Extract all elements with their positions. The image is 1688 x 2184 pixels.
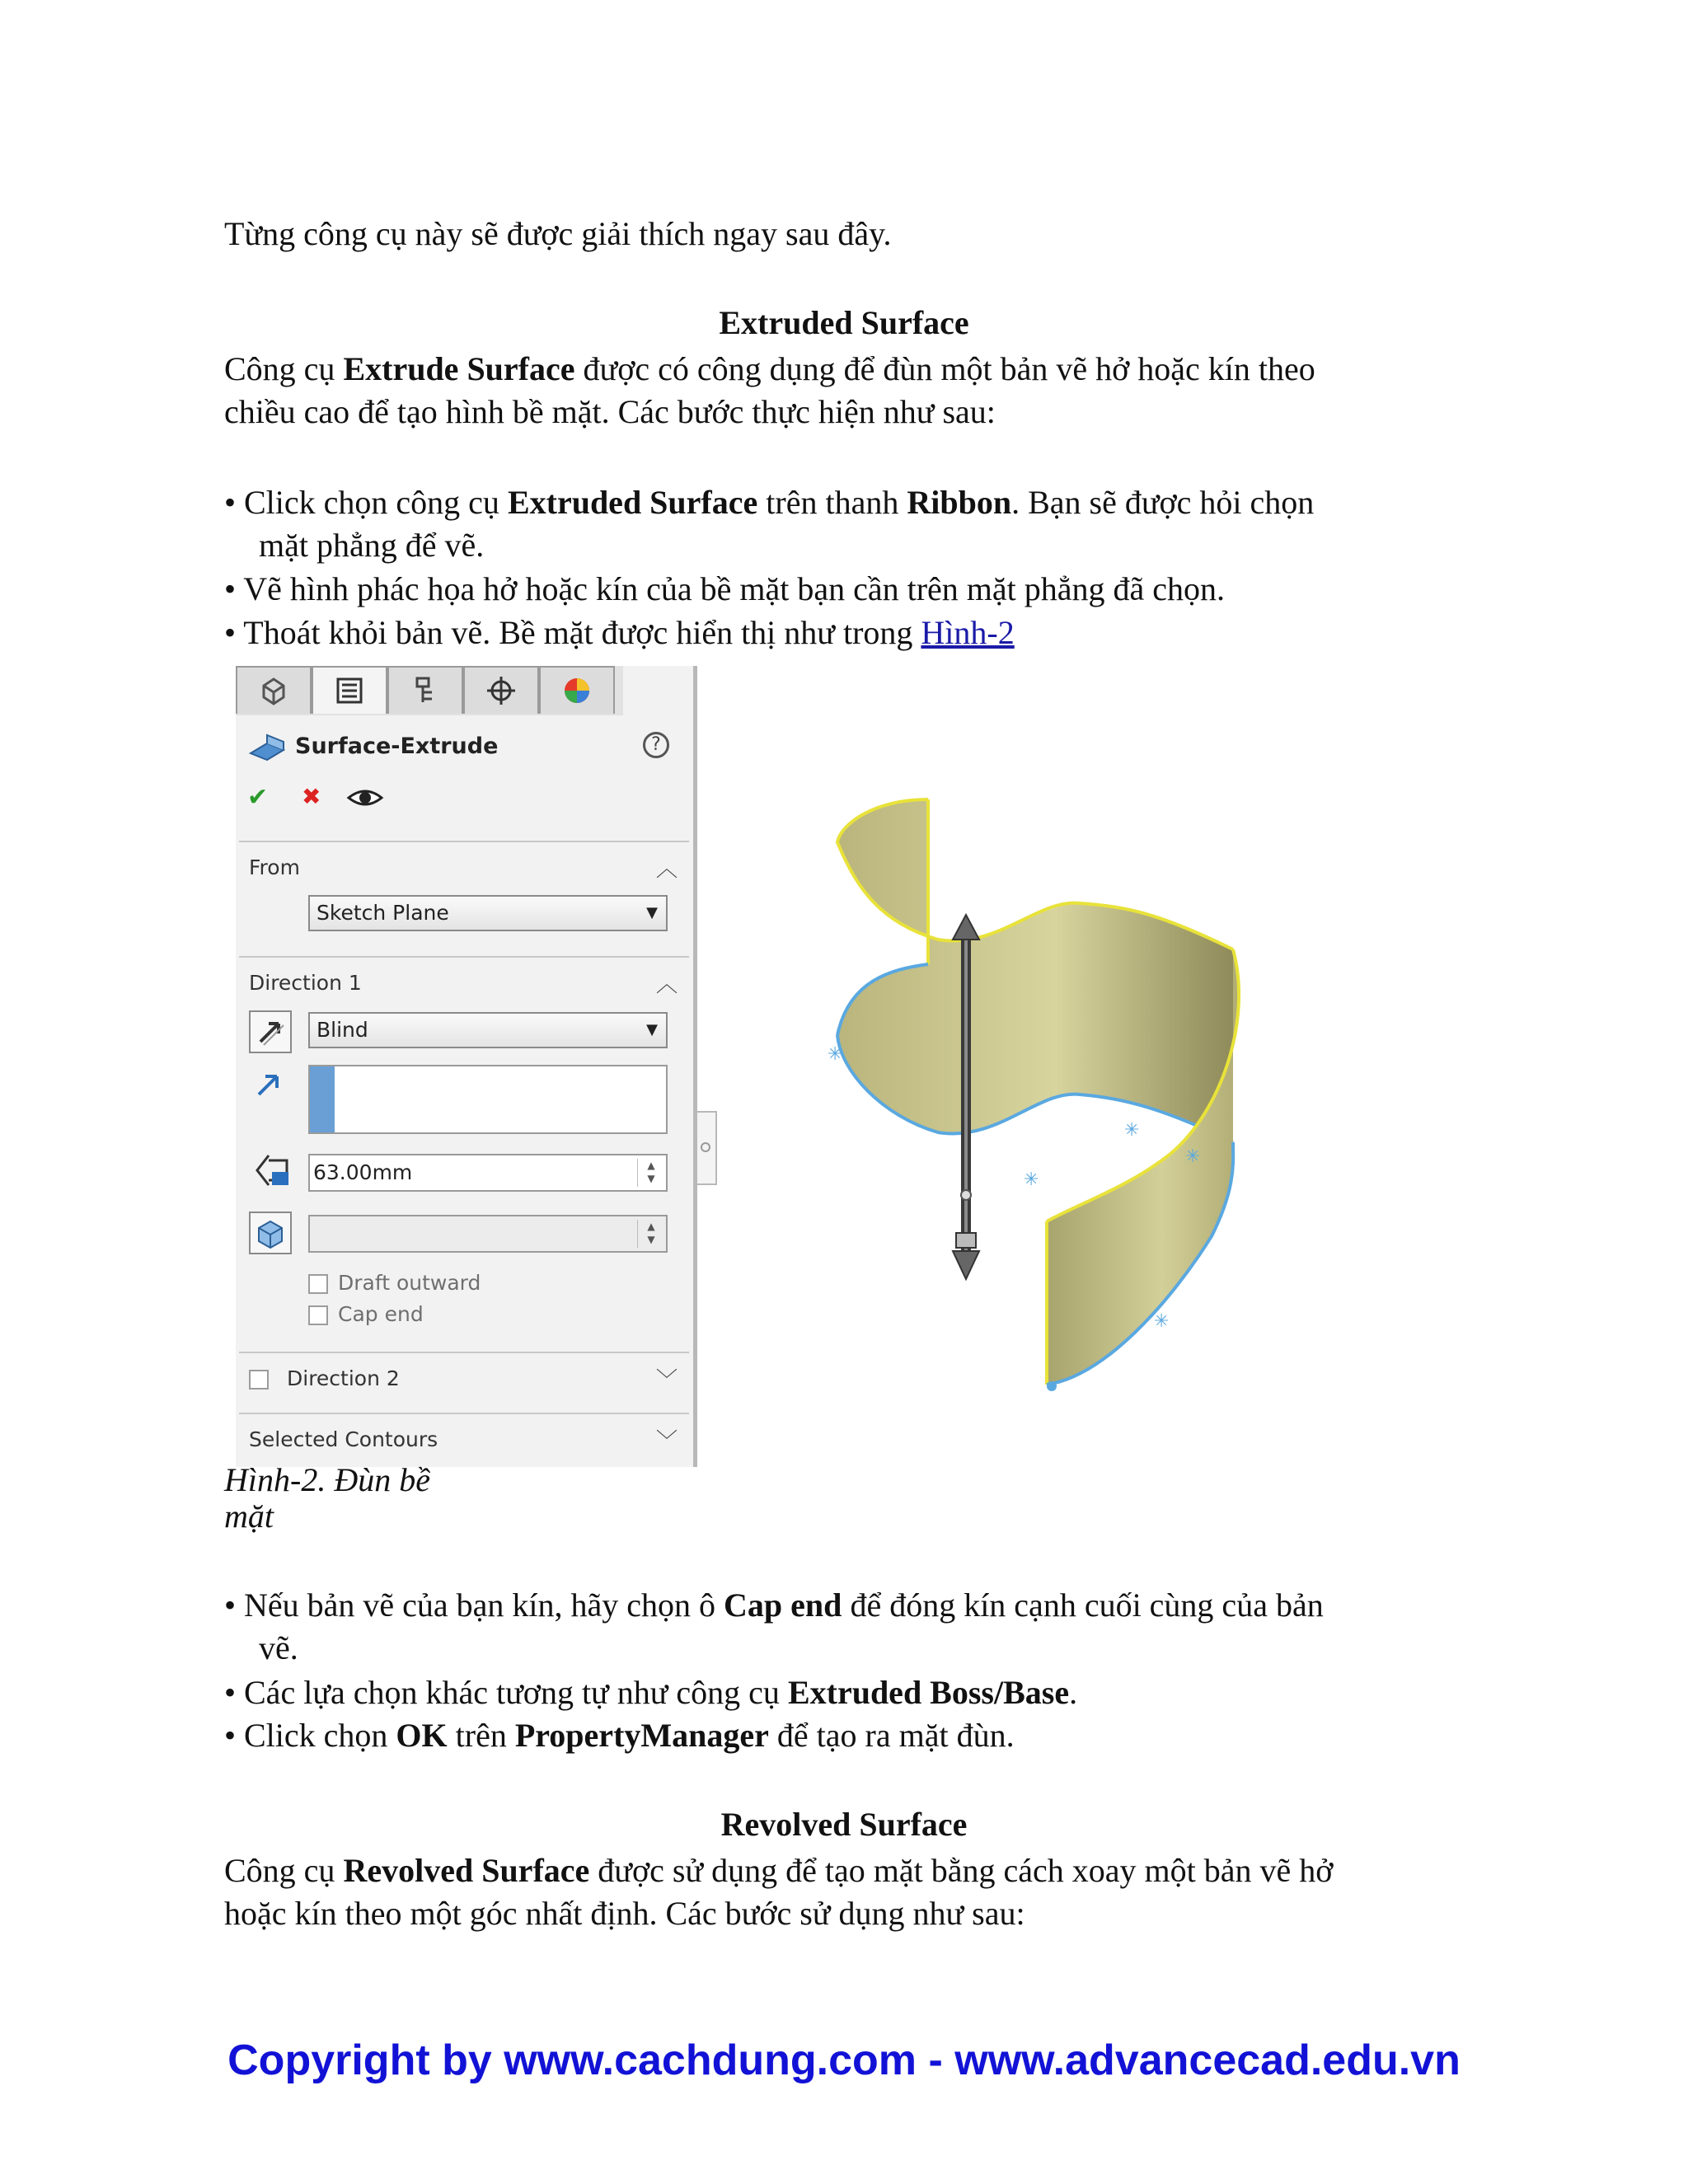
expand-chevron-down-icon[interactable]: ﹀ xyxy=(656,1429,678,1454)
dropdown-arrow-icon: ▼ xyxy=(646,904,658,921)
reverse-direction-icon xyxy=(254,1015,287,1048)
figure-link[interactable]: Hình-2 xyxy=(921,614,1015,651)
figure-caption: Hình-2. Đùn bề mặt xyxy=(224,1461,430,1535)
draft-outward-label: Draft outward xyxy=(338,1271,481,1295)
divider xyxy=(239,841,689,842)
cap-end-checkbox[interactable] xyxy=(308,1305,328,1325)
paragraph-line: chiều cao để tạo hình bề mặt. Các bước thực hiện như sau: xyxy=(224,393,996,430)
panel-title: Surface-Extrude xyxy=(295,733,499,759)
handle-dot-icon xyxy=(701,1142,710,1152)
bullet-item: • Nếu bản vẽ của bạn kín, hãy chọn ô Cap end để đóng kín cạnh cuối cùng của bản xyxy=(224,1586,1324,1624)
feature-tree-icon xyxy=(257,674,290,707)
paragraph-line: Công cụ Extrude Surface được có công dụng để đùn một bản vẽ hở hoặc kín theo xyxy=(224,350,1315,387)
bullet-item: • Vẽ hình phác họa hở hoặc kín của bề mặt bạn cần trên mặt phẳng đã chọn. xyxy=(224,570,1226,607)
paragraph-line: hoặc kín theo một góc nhất định. Các bước sử dụng như sau: xyxy=(224,1895,1025,1932)
bullet-item: • Các lựa chọn khác tương tự như công cụ Extruded Boss/Base. xyxy=(224,1674,1078,1711)
panel-collapse-handle[interactable] xyxy=(697,1111,717,1185)
appearance-icon xyxy=(560,674,593,707)
panel-splitter[interactable] xyxy=(693,666,697,1467)
selected-contours-label: Selected Contours xyxy=(249,1427,438,1451)
draft-icon xyxy=(254,1216,287,1249)
bullet-item: • Click chọn OK trên PropertyManager để tạo ra mặt đùn. xyxy=(224,1717,1015,1754)
bullet-item: • Click chọn công cụ Extruded Surface trên thanh Ribbon. Bạn sẽ được hỏi chọn xyxy=(224,484,1315,521)
draft-toggle-button[interactable] xyxy=(249,1212,292,1254)
preview-eye-icon[interactable] xyxy=(346,783,384,813)
direction2-section-label: Direction 2 xyxy=(287,1366,400,1390)
depth-input[interactable]: 63.00mm ▲ ▼ xyxy=(308,1154,668,1192)
svg-text:✳: ✳ xyxy=(1124,1120,1140,1141)
collapse-chevron-up-icon[interactable]: ︿ xyxy=(656,972,678,997)
expand-chevron-down-icon[interactable]: ﹀ xyxy=(656,1368,678,1393)
tab-feature-manager[interactable] xyxy=(236,666,312,714)
collapse-chevron-up-icon[interactable]: ︿ xyxy=(656,857,678,882)
direction1-section-label: Direction 1 xyxy=(249,971,362,995)
from-section-label: From xyxy=(249,855,300,879)
configuration-icon xyxy=(409,674,442,707)
reverse-direction-button[interactable] xyxy=(249,1010,292,1053)
intro-text: Từng công cụ này sẽ được giải thích ngay sau đây. xyxy=(224,215,892,252)
from-select[interactable]: Sketch Plane ▼ xyxy=(308,895,668,931)
svg-text:✳: ✳ xyxy=(1154,1311,1170,1332)
surface-extrude-icon xyxy=(247,732,288,766)
bullet-continuation: vẽ. xyxy=(259,1629,298,1666)
divider xyxy=(239,956,689,958)
paragraph-line: Công cụ Revolved Surface được sử dụng để tạo mặt bằng cách xoay một bản vẽ hở xyxy=(224,1852,1334,1889)
depth-spinner[interactable]: ▲ ▼ xyxy=(637,1159,664,1187)
svg-text:✳: ✳ xyxy=(828,1044,843,1065)
end-condition-select[interactable]: Blind ▼ xyxy=(308,1012,668,1048)
svg-text:✳: ✳ xyxy=(1024,1169,1039,1190)
selection-indicator xyxy=(310,1066,335,1132)
extruded-surface-illustration xyxy=(791,775,1253,1418)
ok-button[interactable]: ✔ xyxy=(247,783,269,812)
property-manager-panel xyxy=(236,666,697,1467)
tab-bar xyxy=(236,666,623,715)
direction2-checkbox[interactable] xyxy=(249,1370,269,1390)
depth-dimension-icon xyxy=(251,1151,292,1192)
draft-outward-checkbox[interactable] xyxy=(308,1274,328,1294)
cancel-button[interactable]: ✖ xyxy=(302,783,321,810)
bullet-item: • Thoát khỏi bản vẽ. Bề mặt được hiển thị như trong Hình-2 xyxy=(224,614,1015,651)
direction-vector-icon xyxy=(254,1070,284,1099)
help-icon[interactable]: ? xyxy=(643,732,669,758)
direction-selection-box[interactable] xyxy=(308,1065,668,1134)
section-heading-extruded: Extruded Surface xyxy=(719,304,969,341)
property-list-icon xyxy=(333,674,366,707)
crosshair-icon xyxy=(485,674,518,707)
divider xyxy=(239,1352,689,1353)
bullet-continuation: mặt phẳng để vẽ. xyxy=(259,527,485,564)
tab-display-manager[interactable] xyxy=(539,666,615,714)
draft-angle-input[interactable] xyxy=(308,1215,668,1253)
tab-dimxpert-manager[interactable] xyxy=(463,666,539,714)
tab-property-manager[interactable] xyxy=(312,666,387,714)
copyright-footer: Copyright by www.cachdung.com - www.advancecad.edu.vn xyxy=(227,2036,1461,2084)
tab-configuration-manager[interactable] xyxy=(387,666,463,714)
svg-text:✳: ✳ xyxy=(1185,1146,1201,1167)
dropdown-arrow-icon: ▼ xyxy=(646,1021,658,1038)
divider xyxy=(239,1413,689,1414)
section-heading-revolved: Revolved Surface xyxy=(720,1806,968,1843)
cap-end-label: Cap end xyxy=(338,1302,424,1326)
draft-angle-spinner[interactable]: ▲ ▼ xyxy=(637,1220,664,1248)
